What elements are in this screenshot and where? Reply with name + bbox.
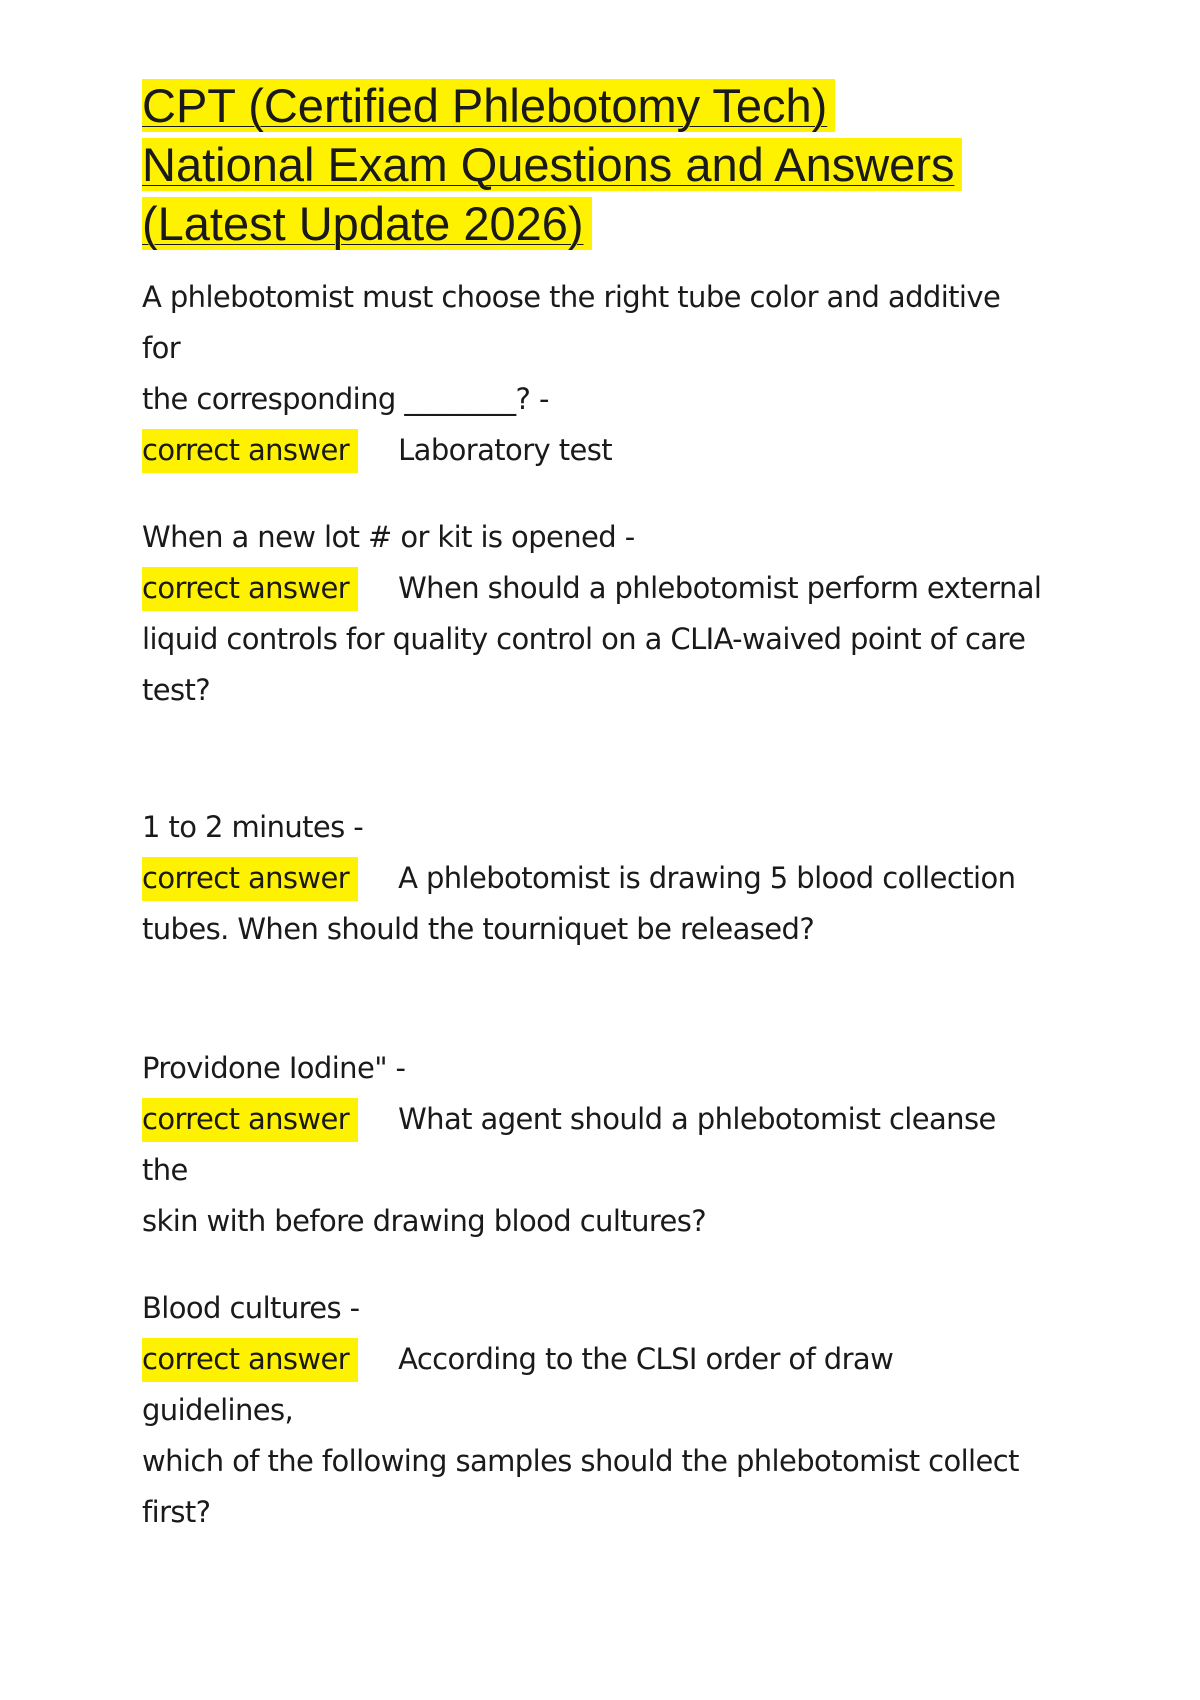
correct-answer-label: correct answer [142, 1338, 358, 1382]
qa-entry [142, 512, 1042, 716]
answer-line: skin with before drawing blood cultures? [142, 1204, 707, 1238]
answer-line: When should a phlebotomist perform external [398, 571, 1042, 605]
prompt-line: 1 to 2 minutes - [142, 810, 364, 844]
entry-answer [142, 425, 1042, 476]
entry-prompt [142, 272, 1042, 425]
prompt-line: When a new lot # or kit is opened - [142, 520, 635, 554]
correct-answer-label: correct answer [142, 429, 358, 473]
entry-answer [142, 1094, 1042, 1247]
prompt-line: the corresponding ________? - [142, 382, 549, 416]
answer-line: What agent should a phlebotomist cleanse the [142, 1102, 996, 1187]
entry-prompt [142, 1043, 1042, 1094]
document-title [142, 76, 1042, 253]
answer-line: A phlebotomist is drawing 5 blood collection [398, 861, 1016, 895]
answer-line: tubes. When should the tourniquet be released? [142, 912, 815, 946]
entry-prompt [142, 512, 1042, 563]
answer-line: test? [142, 673, 211, 707]
prompt-line: Blood cultures - [142, 1291, 360, 1325]
qa-entry [142, 1043, 1042, 1247]
qa-entry [142, 802, 1042, 955]
title-line: National Exam Questions and Answers [142, 138, 962, 191]
answer-line: liquid controls for quality control on a CLIA-waived point of care [142, 622, 1026, 656]
entry-prompt [142, 1283, 1042, 1334]
qa-entry [142, 272, 1042, 476]
correct-answer-label: correct answer [142, 857, 358, 901]
prompt-line: A phlebotomist must choose the right tube color and additive for [142, 280, 1001, 365]
answer-line: first? [142, 1495, 211, 1529]
prompt-line: Providone Iodine" - [142, 1051, 406, 1085]
qa-entry [142, 1283, 1042, 1538]
correct-answer-label: correct answer [142, 1098, 358, 1142]
answer-line: According to the CLSI order of draw guidelines, [142, 1342, 894, 1427]
title-line: (Latest Update 2026) [142, 197, 592, 250]
title-line: CPT (Certified Phlebotomy Tech) [142, 79, 835, 132]
answer-line: which of the following samples should the phlebotomist collect [142, 1444, 1019, 1478]
answer-line: Laboratory test [398, 433, 612, 467]
correct-answer-label: correct answer [142, 567, 358, 611]
entry-answer [142, 563, 1042, 716]
entry-prompt [142, 802, 1042, 853]
entry-answer [142, 853, 1042, 955]
entry-answer [142, 1334, 1042, 1538]
